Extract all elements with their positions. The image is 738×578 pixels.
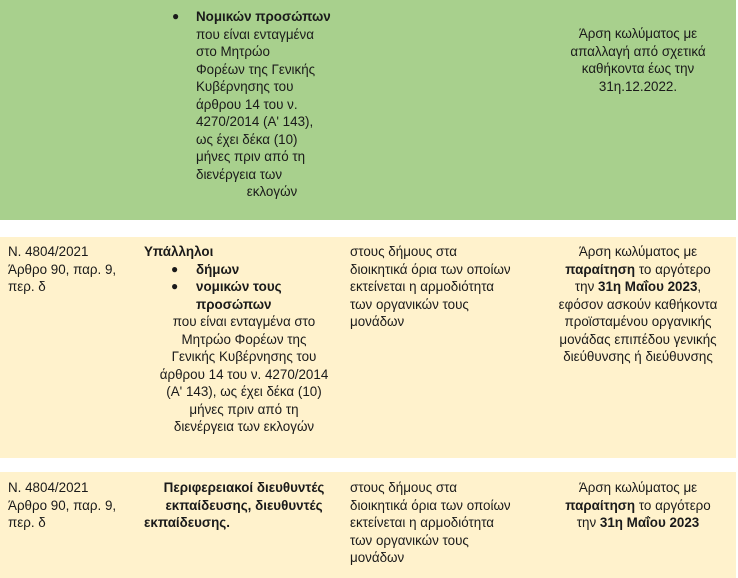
text-line: περ. δ [8,279,46,294]
text-line: μήνες πριν από τη [189,401,299,417]
row3-col2 [144,479,344,532]
text-span: , [697,279,702,294]
text-line: Γενικής Κυβέρνησης του [171,349,317,364]
text-line: εκτείνεται η αρμοδιότητα [350,515,495,530]
row3-col4 [540,479,736,532]
row1-col2 [170,8,348,201]
row1-col4 [540,25,736,95]
text-line: στους δήμους στα [350,244,457,259]
text-span: το αργότερο [635,497,711,513]
text-line: άρθρου 14 του ν. [196,96,298,112]
text-line: Ν. 4804/2021 [8,480,89,495]
row2-col3 [350,243,538,331]
text-line [540,261,736,279]
text-line: Άρση κωλύματος με [578,244,698,259]
text-line: 4270/2014 (Α' 143), [196,114,314,129]
text-line: 31η.12.2022. [598,78,678,94]
text-line: των οργανικών τους [350,532,469,548]
bold-text: 31η Μαΐου 2023 [598,279,698,294]
text-line: εκλογών [246,184,298,199]
text-line: Περιφερειακοί διευθυντές [163,480,325,495]
text-line [540,497,736,515]
text-line: που είναι ενταγμένα [196,26,314,42]
text-line: Μητρώο Φορέων της [181,331,307,347]
bold-text: παραίτηση [565,497,636,513]
table-row-1 [0,0,736,220]
text-line: καθήκοντα έως την [581,61,695,76]
text-line: (Α' 143), ως έχει δέκα (10) [166,384,322,399]
text-line: εφόσον ασκούν καθήκοντα [558,296,718,312]
text-line: Κυβέρνησης του [196,79,294,94]
row2-col1 [8,243,138,296]
bullet-icon: ● [171,279,179,293]
text-line: περ. δ [8,515,46,530]
row3-col3 [350,479,538,567]
text-line: διεύθυνσης ή διεύθυνσης [563,349,713,364]
text-line: άρθρου 14 του ν. 4270/2014 [159,366,329,382]
text-line: μονάδων [350,314,405,329]
text-line: των οργανικών τους [350,296,469,312]
text-span: την [574,279,599,294]
bullet-icon: ● [172,9,180,23]
text-line: διοικητικά όρια των οποίων [350,261,511,277]
text-line: προϊσταμένου οργανικής [564,314,712,329]
text-line: μονάδας επιπέδου γενικής [559,331,717,347]
text-line: διοικητικά όρια των οποίων [350,497,511,513]
section-heading: Υπάλληλοι [144,244,214,259]
row2-col4 [540,243,736,366]
text-line: απαλλαγή από σχετικά [570,43,706,59]
text-line: εκπαίδευσης. [144,515,230,530]
text-span: την [576,515,600,530]
text-line: διενέργεια των [196,166,283,182]
bullet-label: δήμων [196,261,240,277]
text-line [540,514,736,532]
bold-text: 31η Μαΐου 2023 [599,515,700,530]
text-line: Άρση κωλύματος με [578,480,698,495]
text-line: μήνες πριν από τη [196,149,306,164]
text-line: στο Μητρώο [196,44,270,59]
text-line [540,278,736,296]
text-line: Φορέων της Γενικής [196,61,316,77]
row2-col2 [144,243,344,436]
text-line: Ν. 4804/2021 [8,244,89,259]
bullet-icon: ● [171,261,179,276]
text-line: Άρθρο 90, παρ. 9, [8,497,117,513]
table-row-2 [0,237,736,458]
text-line: εκτείνεται η αρμοδιότητα [350,279,495,294]
bullet-label: προσώπων [196,296,272,312]
bullet-label: νομικών τους [196,279,282,294]
text-line: που είναι ενταγμένα στο [172,314,316,329]
text-line: στους δήμους στα [350,480,457,495]
text-line: εκπαίδευσης, διευθυντές [165,497,323,513]
table-row-3 [0,472,736,578]
text-line: Άρση κωλύματος με [578,26,698,41]
bold-text: παραίτηση [565,261,636,277]
bullet-label: Νομικών προσώπων [196,9,331,24]
text-line: μονάδων [350,550,405,565]
row3-col1 [8,479,138,532]
text-line: Άρθρο 90, παρ. 9, [8,261,117,277]
text-line: διενέργεια των εκλογών [173,419,315,434]
text-line: ως έχει δέκα (10) [196,131,298,147]
text-span: το αργότερο [635,261,711,277]
